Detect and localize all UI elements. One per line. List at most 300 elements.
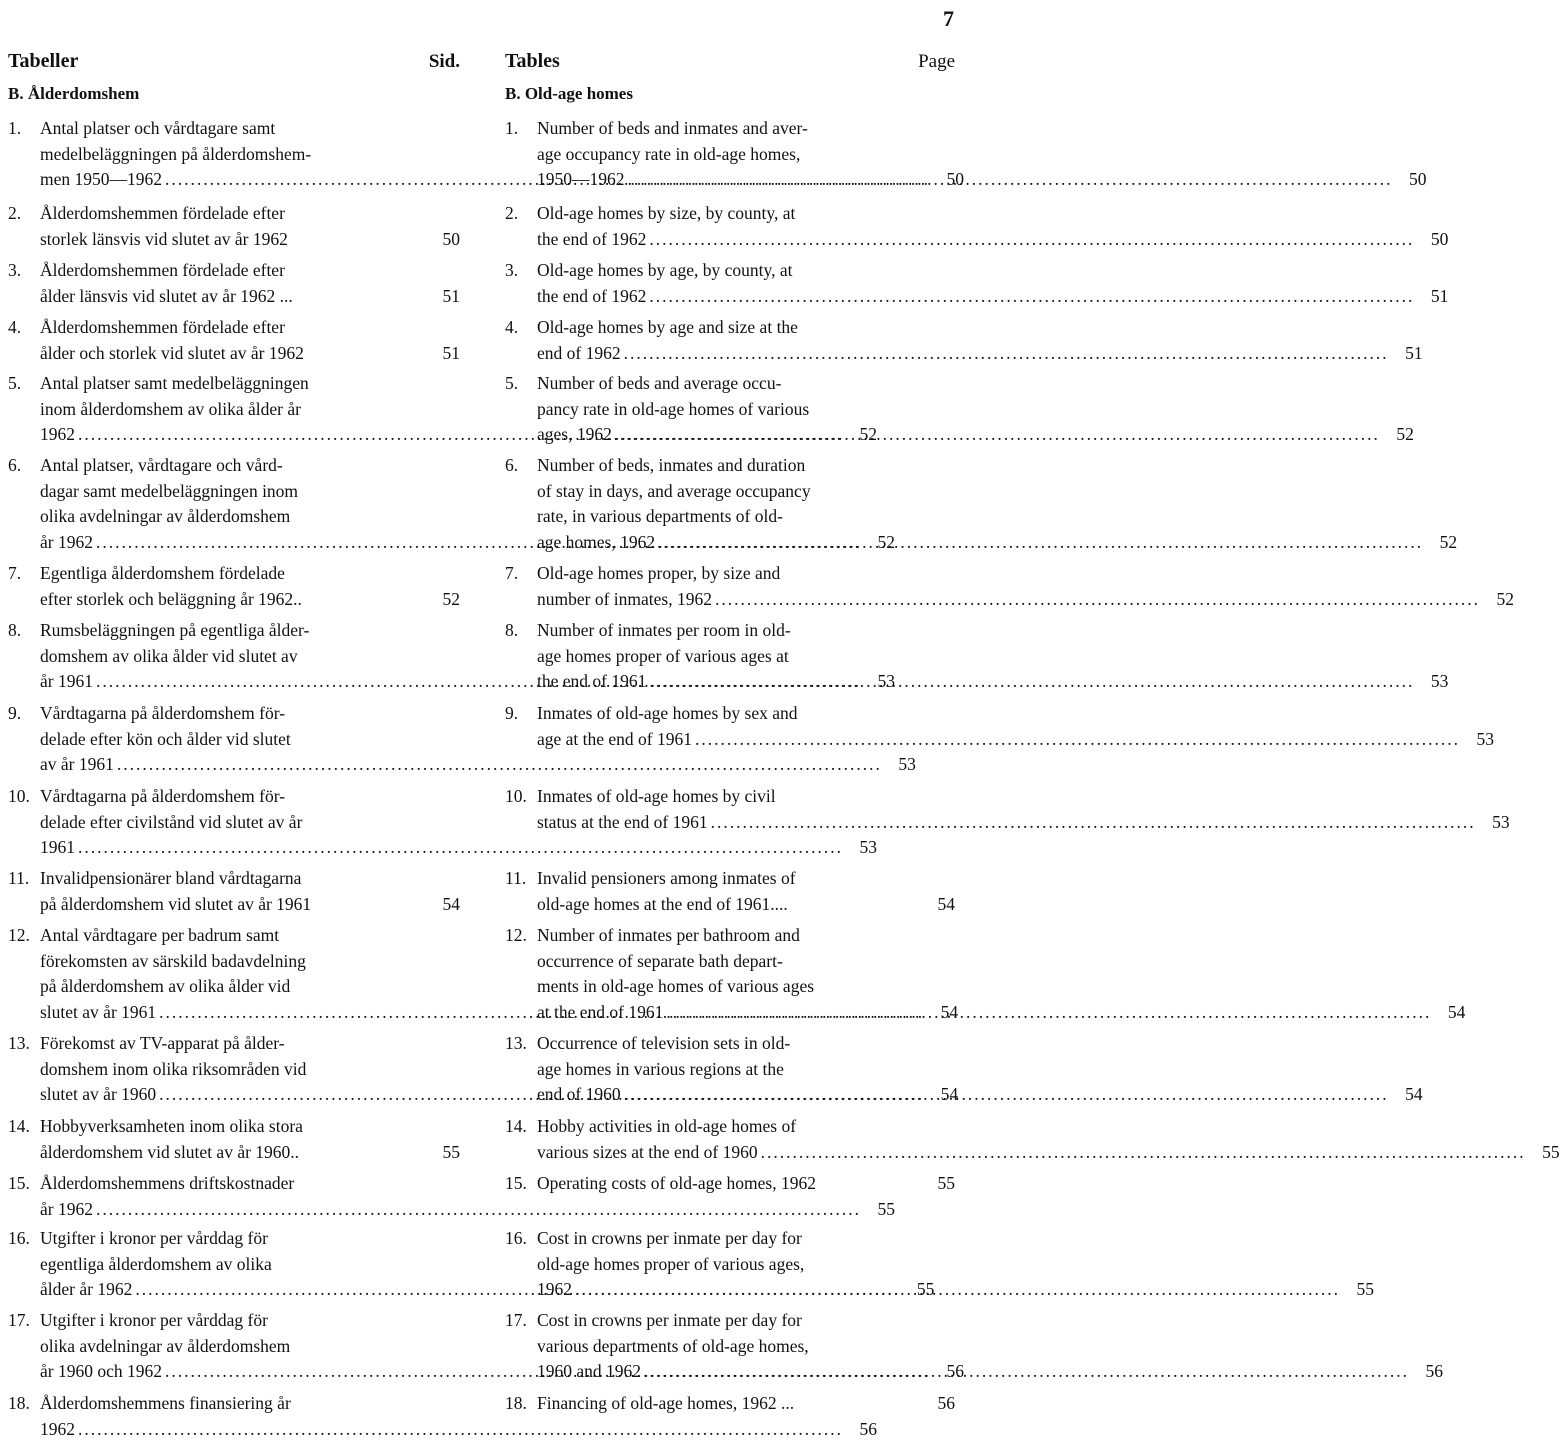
entry-page-number: 51 xyxy=(1405,342,1423,363)
entry-number: 10. xyxy=(505,786,527,806)
entry-title-text: år 1962 xyxy=(40,1198,93,1219)
entry-page-number: 50 xyxy=(442,228,460,249)
entry-title-line xyxy=(40,866,426,892)
entry-title-line xyxy=(537,1334,1409,1360)
entry-title-text: Cost in crowns per inmate per day for xyxy=(537,1310,802,1330)
entry-title-text: the end of 1962 xyxy=(537,285,647,306)
entry-page-number: 52 xyxy=(1396,424,1414,444)
entry-title-text: ålder länsvis vid slutet av år 1962 ... xyxy=(40,285,293,306)
entry-title-text: slutet av år 1960 xyxy=(40,1084,157,1104)
entry-title xyxy=(537,1114,1532,1165)
entry-title xyxy=(537,561,1486,612)
entry-page-number: 53 xyxy=(877,671,895,691)
entry-title-text: 1961 xyxy=(40,837,75,857)
entry-title-text: Old-age homes proper, by size and xyxy=(537,563,781,583)
entry-title-line xyxy=(537,341,1389,367)
swedish-column-header xyxy=(8,50,460,78)
entry-title xyxy=(40,258,432,309)
entry-title-line xyxy=(537,142,1393,168)
entry-title xyxy=(537,315,1395,366)
entry-title-text: Number of inmates per room in old- xyxy=(537,620,791,640)
entry-title-line xyxy=(537,923,1431,949)
toc-entry xyxy=(8,561,460,612)
entry-number: 8. xyxy=(8,620,22,640)
entry-number: 2. xyxy=(505,203,519,223)
entry-page-number: 55 xyxy=(1542,1141,1560,1162)
dot-leader xyxy=(78,835,843,861)
entry-title-text: Utgifter i kronor per vårddag för xyxy=(40,1228,268,1248)
entry-number: 17. xyxy=(505,1310,527,1330)
entry-title-text: 1960 and 1962 xyxy=(537,1361,642,1381)
entry-title-text: Rumsbeläggningen på egentliga ålder- xyxy=(40,620,310,640)
entry-page-number: 54 xyxy=(940,1084,959,1104)
entry-title-text: pancy rate in old-age homes of various xyxy=(537,398,810,419)
entry-title-text: delade efter kön och ålder vid slutet xyxy=(40,728,291,749)
entry-title-text: Number of beds and inmates and aver- xyxy=(537,118,808,138)
entry-title-line xyxy=(40,587,426,613)
english-column xyxy=(505,50,1560,1413)
dot-leader xyxy=(624,341,1389,367)
entry-title-text: occurrence of separate bath depart- xyxy=(537,950,783,971)
english-section-title: B. Old-age homes xyxy=(505,84,633,103)
entry-number: 16. xyxy=(505,1228,527,1248)
entry-title-line xyxy=(537,949,1431,975)
entry-page-number: 52 xyxy=(442,588,460,609)
entry-title-text: Invalidpensionärer bland vårdtagarna xyxy=(40,868,302,888)
entry-title-text: Number of inmates per bathroom and xyxy=(537,925,800,945)
entry-title-text: medelbeläggningen på ålderdomshem- xyxy=(40,143,312,164)
entry-number: 10. xyxy=(8,786,30,806)
entry-title-line xyxy=(40,315,426,341)
toc-entry xyxy=(505,201,1449,252)
dot-leader xyxy=(644,1359,1409,1385)
entry-title-line xyxy=(537,315,1389,341)
entry-title xyxy=(537,1031,1395,1108)
entry-title-text: Antal platser samt medelbeläggningen xyxy=(40,373,309,393)
entry-title-text: various departments of old-age homes, xyxy=(537,1335,809,1356)
entry-title-text: Ålderdomshemmen fördelade efter xyxy=(40,317,285,337)
entry-title-text: Ålderdomshemmens driftskostnader xyxy=(40,1173,295,1193)
entry-page-number: 54 xyxy=(940,1001,959,1022)
entry-title-text: av år 1961 xyxy=(40,754,114,774)
english-heading: Tables xyxy=(505,50,560,72)
entry-number: 13. xyxy=(8,1033,30,1053)
entry-title-line xyxy=(537,892,921,918)
entry-title xyxy=(40,1114,432,1165)
dot-leader xyxy=(624,1082,1389,1108)
entry-title-text: Old-age homes by age and size at the xyxy=(537,317,798,337)
entry-title-text: egentliga ålderdomshem av olika xyxy=(40,1253,272,1274)
entry-page-number: 56 xyxy=(859,1418,877,1439)
entry-page-number: 55 xyxy=(1356,1279,1374,1299)
entry-title xyxy=(537,1171,927,1197)
entry-title-text: men 1950—1962 xyxy=(40,169,163,189)
toc-entry xyxy=(505,923,1466,1025)
entry-page-number: 51 xyxy=(442,285,460,306)
entry-title-text: age homes proper of various ages at xyxy=(537,645,789,666)
entry-title-line xyxy=(537,784,1476,810)
entry-title-text: 1950—1962 xyxy=(537,169,625,189)
entry-title-line xyxy=(537,1252,1340,1278)
entry-number: 11. xyxy=(505,868,527,888)
toc-entry xyxy=(505,258,1449,309)
entry-title-text: Antal vårdtagare per badrum samt xyxy=(40,925,280,945)
toc-entry xyxy=(8,866,460,917)
entry-page-number: 56 xyxy=(946,1361,964,1381)
entry-number: 2. xyxy=(8,203,22,223)
entry-title-line xyxy=(537,1308,1409,1334)
entry-title-text: år 1960 och 1962 xyxy=(40,1361,162,1381)
toc-entry xyxy=(505,371,1414,448)
entry-page-number: 52 xyxy=(1496,588,1514,609)
entry-title-text: Utgifter i kronor per vårddag för xyxy=(40,1310,268,1330)
entry-title-text: Number of beds, inmates and duration xyxy=(537,455,806,475)
entry-title-text: domshem av olika ålder vid slutet av xyxy=(40,645,298,666)
entry-number: 14. xyxy=(505,1116,527,1136)
dot-leader xyxy=(615,422,1380,448)
toc-entry xyxy=(505,784,1510,835)
toc-entry xyxy=(505,1308,1444,1385)
entry-number: 15. xyxy=(8,1173,30,1193)
entry-title-text: på ålderdomshem vid slutet av år 1961 xyxy=(40,893,312,914)
entry-number: 5. xyxy=(8,373,22,393)
entry-number: 12. xyxy=(8,925,30,945)
entry-title-text: Invalid pensioners among inmates of xyxy=(537,868,796,888)
dot-leader xyxy=(649,284,1414,310)
entry-title-text: år 1961 xyxy=(40,671,93,691)
entry-page-number: 54 xyxy=(937,893,955,914)
entry-title-text: status at the end of 1961 xyxy=(537,811,708,832)
dot-leader xyxy=(761,1140,1526,1166)
entry-page-number: 56 xyxy=(937,1393,955,1413)
entry-title xyxy=(537,923,1437,1025)
entry-page-number: 55 xyxy=(877,1198,895,1219)
toc-entry xyxy=(505,866,955,917)
dot-leader xyxy=(649,669,1414,695)
entry-title-line xyxy=(537,371,1380,397)
entry-title xyxy=(537,618,1420,695)
entry-page-number: 50 xyxy=(946,169,965,189)
entry-title-line xyxy=(40,752,882,778)
entry-title-line xyxy=(537,116,1393,142)
entry-title-line xyxy=(40,1114,426,1140)
entry-title-text: ages, 1962 xyxy=(537,424,612,444)
entry-title-line xyxy=(537,866,921,892)
dot-leader xyxy=(649,227,1414,253)
entry-number: 3. xyxy=(8,260,22,280)
entry-title-text: Hobbyverksamheten inom olika stora xyxy=(40,1116,303,1136)
entry-title-text: number of inmates, 1962 xyxy=(537,588,712,609)
entry-title-text: förekomsten av särskild badavdelning xyxy=(40,950,306,971)
entry-title-text: the end of 1962 xyxy=(537,228,647,249)
entry-title-line xyxy=(40,1197,861,1223)
entry-title-text: old-age homes at the end of 1961.... xyxy=(537,893,788,914)
toc-entry xyxy=(505,701,1495,752)
entry-title-text: inom ålderdomshem av olika ålder år xyxy=(40,398,301,419)
entry-title-text: Old-age homes by age, by county, at xyxy=(537,260,793,280)
entry-title-line xyxy=(537,397,1380,423)
entry-title-text: Hobby activities in old-age homes of xyxy=(537,1116,797,1136)
entry-title-text: Ålderdomshemmen fördelade efter xyxy=(40,203,285,223)
entry-title-text: various sizes at the end of 1960 xyxy=(537,1141,758,1162)
entry-title-text: ments in old-age homes of various ages xyxy=(537,976,815,996)
entry-title-line xyxy=(537,258,1414,284)
entry-number: 4. xyxy=(8,317,22,337)
entry-title-line xyxy=(537,1057,1389,1083)
entry-title-line xyxy=(40,258,426,284)
entry-page-number: 54 xyxy=(1405,1084,1423,1104)
entry-page-number: 54 xyxy=(442,893,460,914)
entry-number: 11. xyxy=(8,868,30,888)
entry-title-text: på ålderdomshem av olika ålder vid xyxy=(40,976,291,996)
english-column-header xyxy=(505,50,955,78)
entry-title xyxy=(537,1226,1346,1303)
entry-title xyxy=(537,866,927,917)
entry-title-line xyxy=(537,561,1480,587)
entry-title-line xyxy=(537,201,1414,227)
entry-page-number: 51 xyxy=(1430,285,1449,306)
entry-number: 16. xyxy=(8,1228,30,1248)
entry-number: 13. xyxy=(505,1033,527,1053)
entry-title xyxy=(537,258,1420,309)
entry-number: 9. xyxy=(8,703,22,723)
entry-title-line xyxy=(40,561,426,587)
entry-page-number: 52 xyxy=(1439,531,1458,552)
entry-title-line xyxy=(537,1140,1526,1166)
entry-page-number: 53 xyxy=(1430,671,1449,691)
dot-leader xyxy=(78,1417,843,1443)
entry-number: 18. xyxy=(8,1393,30,1413)
entry-title xyxy=(537,201,1420,252)
entry-title-text: olika avdelningar av ålderdomshem xyxy=(40,506,291,526)
entry-title-text: Occurrence of television sets in old- xyxy=(537,1033,791,1053)
toc-entry xyxy=(505,315,1423,366)
entry-page-number: 53 xyxy=(1492,811,1510,832)
entry-number: 17. xyxy=(8,1310,30,1330)
entry-title-text: ålder och storlek vid slutet av år 1962 xyxy=(40,342,304,363)
entry-number: 1. xyxy=(505,118,519,138)
dot-leader xyxy=(628,167,1393,193)
entry-title-line xyxy=(537,167,1393,193)
toc-entry xyxy=(505,1391,955,1417)
entry-title-text: at the end of 1961 xyxy=(537,1001,664,1022)
entry-title xyxy=(40,201,432,252)
entry-title-line xyxy=(537,587,1480,613)
entry-title xyxy=(40,561,432,612)
entry-title xyxy=(537,453,1429,555)
dot-leader xyxy=(695,727,1460,753)
toc-entry xyxy=(505,116,1427,193)
dot-leader xyxy=(117,752,882,778)
entry-title-text: Egentliga ålderdomshem fördelade xyxy=(40,563,285,583)
entry-title-text: Förekomst av TV-apparat på ålder- xyxy=(40,1033,285,1053)
entry-page-number: 55 xyxy=(937,1173,955,1193)
entry-title-text: rate, in various departments of old- xyxy=(537,506,783,526)
entry-number: 18. xyxy=(505,1393,527,1413)
entry-title-text: age homes in various regions at the xyxy=(537,1058,784,1079)
toc-entry xyxy=(505,453,1458,555)
toc-entry xyxy=(505,1171,955,1197)
entry-title-line xyxy=(537,453,1423,479)
entry-number: 8. xyxy=(505,620,519,640)
entry-title xyxy=(537,1391,927,1417)
entry-title-text: olika avdelningar av ålderdomshem xyxy=(40,1335,291,1356)
entry-title-line xyxy=(537,618,1414,644)
entry-title-line xyxy=(40,227,426,253)
entry-title-text: Ålderdomshemmens finansiering år xyxy=(40,1393,291,1413)
entry-title-line xyxy=(537,227,1414,253)
entry-number: 6. xyxy=(505,455,519,475)
entry-title-text: age homes, 1962 xyxy=(537,531,656,552)
entry-title-line xyxy=(537,810,1476,836)
entry-page-number: 56 xyxy=(1425,1361,1444,1381)
entry-title-line xyxy=(40,1417,843,1443)
entry-title-line xyxy=(537,974,1431,1000)
swedish-page-label: Sid. xyxy=(428,51,460,72)
toc-entry xyxy=(505,1031,1423,1108)
entry-number: 9. xyxy=(505,703,519,723)
entry-title-line xyxy=(537,1082,1389,1108)
entry-title-text: Number of beds and average occu- xyxy=(537,373,782,393)
swedish-heading: Tabeller xyxy=(8,50,79,72)
toc-entry xyxy=(505,1114,1560,1165)
toc-entry xyxy=(8,201,460,252)
entry-page-number: 51 xyxy=(442,342,460,363)
entry-title-line xyxy=(537,504,1423,530)
entry-title-line xyxy=(537,1114,1526,1140)
entry-title-text: 1962 xyxy=(40,424,75,444)
entry-title-line xyxy=(537,669,1414,695)
entry-title-text: Ålderdomshemmen fördelade efter xyxy=(40,260,285,280)
entry-number: 1. xyxy=(8,118,22,138)
entry-page-number: 50 xyxy=(1409,169,1427,189)
entry-title-text: år 1962 xyxy=(40,531,93,552)
entry-number: 7. xyxy=(8,563,22,583)
entry-number: 6. xyxy=(8,455,22,475)
entry-title-text: Financing of old-age homes, 1962 ... xyxy=(537,1393,795,1413)
toc-entry xyxy=(505,561,1514,612)
entry-title xyxy=(40,866,432,917)
entry-title-line xyxy=(537,479,1423,505)
entry-title-text: ålderdomshem vid slutet av år 1960.. xyxy=(40,1141,300,1162)
entry-title-line xyxy=(537,1359,1409,1385)
entry-number: 14. xyxy=(8,1116,30,1136)
entry-title-text: Vårdtagarna på ålderdomshem för- xyxy=(40,786,286,806)
entry-title-line xyxy=(537,727,1460,753)
toc-entry xyxy=(505,618,1449,695)
entry-title-text: ålder år 1962 xyxy=(40,1279,133,1299)
dot-leader xyxy=(575,1277,1340,1303)
entry-title-line xyxy=(537,284,1414,310)
entry-number: 15. xyxy=(505,1173,527,1193)
entry-page-number: 52 xyxy=(859,424,877,444)
dot-leader xyxy=(711,810,1476,836)
entry-title-line xyxy=(537,1391,921,1417)
entry-number: 3. xyxy=(505,260,519,280)
entry-page-number: 53 xyxy=(1476,728,1495,749)
entry-title-text: Antal platser och vårdtagare samt xyxy=(40,118,276,138)
entry-title-text: age at the end of 1961 xyxy=(537,728,693,749)
entry-title-text: delade efter civilstånd vid slutet av år xyxy=(40,811,303,832)
entry-title xyxy=(537,784,1482,835)
entry-title-text: 1962 xyxy=(40,1418,75,1439)
entry-title xyxy=(537,116,1399,193)
entry-title-line xyxy=(537,1000,1431,1026)
entry-page-number: 54 xyxy=(1447,1001,1466,1022)
entry-title xyxy=(40,315,432,366)
entry-title-text: domshem inom olika riksområden vid xyxy=(40,1058,307,1079)
dot-leader xyxy=(658,530,1423,556)
english-page-label: Page xyxy=(918,51,955,72)
entry-title-text: Old-age homes by size, by county, at xyxy=(537,203,796,223)
entry-title-text: Cost in crowns per inmate per day for xyxy=(537,1228,802,1248)
entry-title-line xyxy=(537,422,1380,448)
dot-leader xyxy=(715,587,1480,613)
entry-title-line xyxy=(40,1140,426,1166)
entry-title-text: end of 1962 xyxy=(537,342,621,363)
entry-title-line xyxy=(537,1171,921,1197)
entry-title-line xyxy=(40,341,426,367)
entry-number: 12. xyxy=(505,925,527,945)
entry-number: 7. xyxy=(505,563,519,583)
entry-number: 4. xyxy=(505,317,519,337)
entry-title-text: the end of 1961 xyxy=(537,671,647,691)
entry-title-text: Operating costs of old-age homes, 1962 xyxy=(537,1173,816,1193)
entry-page-number: 52 xyxy=(877,531,895,552)
entry-title-line xyxy=(537,1277,1340,1303)
entry-title-line xyxy=(40,892,426,918)
entry-title xyxy=(537,701,1466,752)
entry-title-line xyxy=(537,530,1423,556)
entry-title-text: 1962 xyxy=(537,1279,572,1299)
toc-entry xyxy=(505,1226,1374,1303)
dot-leader xyxy=(666,1000,1431,1026)
toc-entry xyxy=(8,315,460,366)
entry-title-line xyxy=(537,1031,1389,1057)
entry-title xyxy=(537,1308,1415,1385)
entry-title-text: Inmates of old-age homes by civil xyxy=(537,786,776,806)
entry-title-text: storlek länsvis vid slutet av år 1962 xyxy=(40,228,288,249)
entry-page-number: 55 xyxy=(442,1141,460,1162)
entry-title-text: dagar samt medelbeläggningen inom xyxy=(40,480,299,501)
entry-title-line xyxy=(537,701,1460,727)
entry-number: 5. xyxy=(505,373,519,393)
entry-title-text: Antal platser, vårdtagare och vård- xyxy=(40,455,283,475)
entry-title-text: efter storlek och beläggning år 1962.. xyxy=(40,588,302,609)
toc-entry xyxy=(8,258,460,309)
entry-title-text: age occupancy rate in old-age homes, xyxy=(537,143,801,164)
entry-title-text: Inmates of old-age homes by sex and xyxy=(537,703,798,723)
entry-page-number: 55 xyxy=(916,1279,935,1299)
entry-title-text: of stay in days, and average occupancy xyxy=(537,480,811,501)
toc-entry xyxy=(8,1114,460,1165)
dot-leader xyxy=(96,1197,861,1223)
entry-title xyxy=(537,371,1386,448)
entry-page-number: 50 xyxy=(1430,228,1449,249)
entry-title-line xyxy=(40,835,843,861)
entry-title-text: old-age homes proper of various ages, xyxy=(537,1253,805,1274)
swedish-section-title: B. Ålderdomshem xyxy=(8,84,140,103)
entry-title-text: end of 1960 xyxy=(537,1084,621,1104)
entry-page-number: 53 xyxy=(859,837,877,857)
entry-title-line xyxy=(537,644,1414,670)
entry-title-line xyxy=(537,1226,1340,1252)
entry-title-line xyxy=(40,201,426,227)
entry-page-number: 53 xyxy=(898,754,916,774)
entry-title-line xyxy=(40,284,426,310)
entry-title-text: slutet av år 1961 xyxy=(40,1001,157,1022)
page-number: 7 xyxy=(943,6,954,31)
